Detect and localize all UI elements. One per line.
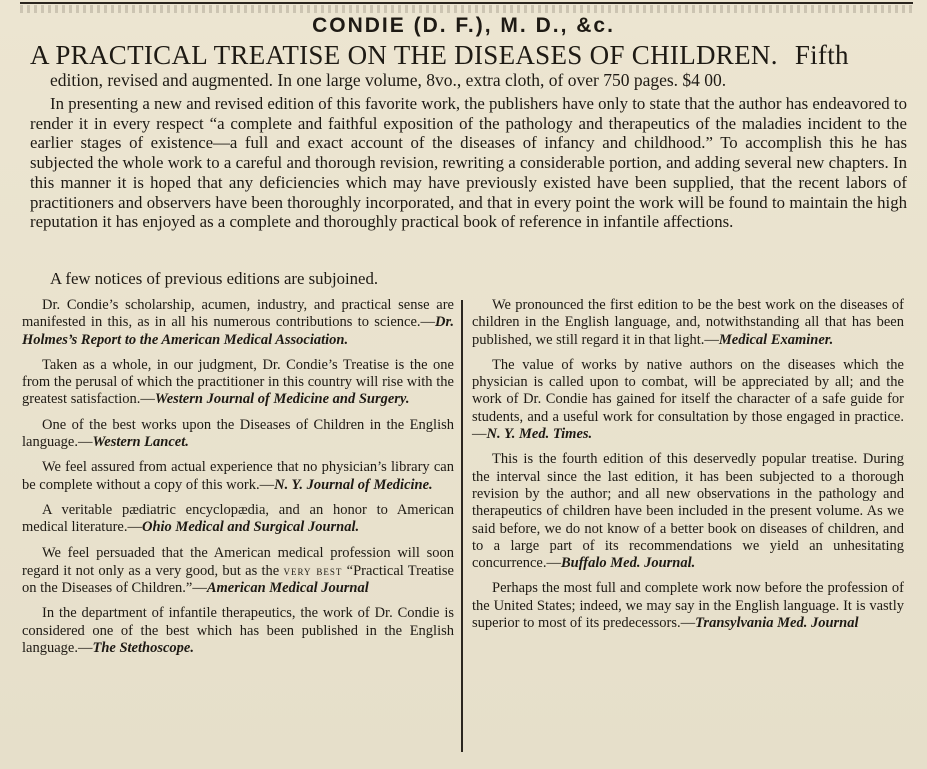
review-source: Ohio Medical and Surgical Journal.: [141, 519, 360, 536]
review-item: [22, 502, 454, 537]
review-item: [472, 297, 904, 349]
review-source: Buffalo Med. Journal.: [560, 555, 696, 572]
reviews-left-column: [22, 297, 454, 665]
review-text: Taken as a whole, in our judgment, Dr. Condie’s Treatise is the one from the perusal of which the practitioner in this country will rise with the greatest satisfaction.—: [22, 356, 454, 408]
review-item: [472, 451, 904, 572]
review-source: Medical Examiner.: [718, 331, 834, 348]
review-item: [22, 605, 454, 657]
review-source: N. Y. Journal of Medicine.: [274, 476, 433, 493]
edition-details: edition, revised and augmented. In one large volume, 8vo., extra cloth, of over 750 pages. $4 00.: [50, 70, 727, 90]
review-item: [22, 297, 454, 349]
review-item: [472, 357, 904, 443]
review-source: Dr. Holmes’s Report to the American Medical Association.: [22, 314, 454, 348]
review-text: This is the fourth edition of this deservedly popular treatise. During the interval since the last edition, it has been subjected to a thorough revision by the author; and all new observations in the pathology and therapeutics of children have been included in the present volume. As we said before, we do not know of a better book on diseases of children, and to a large part of its recommendations we yield an unhesitating concurrence.—: [472, 451, 904, 572]
review-text: One of the best works upon the Diseases of Children in the English language.—: [22, 416, 454, 451]
review-text: We feel assured from actual experience that no physician’s library can be complete without a copy of this work.—: [22, 459, 454, 493]
review-item: [22, 357, 454, 409]
reviews-right-column: [472, 297, 904, 640]
review-text: “Practical Treatise on the Diseases of Children.”—: [22, 562, 454, 597]
review-source: Western Lancet.: [92, 434, 189, 451]
bleed-through-texture: [20, 5, 913, 13]
review-source: Transylvania Med. Journal: [695, 615, 859, 632]
review-text: In the department of infantile therapeutics, the work of Dr. Condie is considered one of the best which has been published in the English language.—: [22, 605, 454, 657]
book-title-text: A PRACTICAL TREATISE ON THE DISEASES OF CHILDREN.: [30, 40, 778, 70]
review-source: The Stethoscope.: [92, 640, 194, 657]
intro-note: A few notices of previous editions are subjoined.: [50, 269, 379, 288]
column-divider: [461, 300, 463, 752]
author-heading: CONDIE (D. F.), M. D., &c.: [312, 14, 615, 37]
review-text: We pronounced the first edition to be the best work on the diseases of children in the English language, and, notwithstanding all that has been published, we still regard it in that light.—: [472, 297, 904, 348]
review-source: Western Journal of Medicine and Surgery.: [154, 391, 410, 408]
review-emphasis: very best: [283, 562, 343, 578]
review-text: A veritable pædiatric encyclopædia, and an honor to American medical literature.—: [22, 501, 454, 536]
review-source: N. Y. Med. Times.: [486, 426, 593, 443]
review-item: [22, 459, 454, 494]
review-item: [472, 580, 904, 632]
review-item: [22, 417, 454, 452]
book-title: [30, 40, 909, 71]
top-rule: [20, 2, 913, 4]
review-text: Dr. Condie’s scholarship, acumen, industry, and practical sense are manifested in this, as in all his numerous contributions to science.—: [22, 297, 454, 331]
book-title-suffix: Fifth: [794, 40, 849, 70]
review-text: The value of works by native authors on the diseases which the physician is called upon to combat, will be appreciated by all; and the work of Dr. Condie has gained for itself the character of a safe guide for students, and a useful work for consultation by those engaged in practice.—: [472, 356, 904, 443]
review-text: We feel persuaded that the American medical profession will soon regard it not only as a very good, but as the: [22, 544, 454, 579]
review-source: American Medical Journal: [206, 580, 369, 597]
review-item: [22, 545, 454, 598]
review-text: Perhaps the most full and complete work now before the profession of the United States; indeed, we may say in the English language. It is vastly superior to most of its predecessors.—: [472, 580, 904, 632]
intro-paragraph: In presenting a new and revised edition of this favorite work, the publishers have only to state that the author has endeavored to render it in every respect “a complete and faithful exposition of the pathology and therapeutics of the maladies incident to the earlier stages of existence—a full and exact account of the diseases of infancy and childhood.” To accomplish this he has subjected the whole work to a careful and thorough revision, rewriting a considerable portion, and adding several new chapters. In this manner it is hoped that any deficiencies which may have previously existed have been supplied, that the recent labors of practitioners and observers have been thoroughly incorporated, and that in every point the work will be found to maintain the high reputation it has enjoyed as a complete and thoroughly practical book of reference in infantile affections.: [30, 94, 907, 232]
